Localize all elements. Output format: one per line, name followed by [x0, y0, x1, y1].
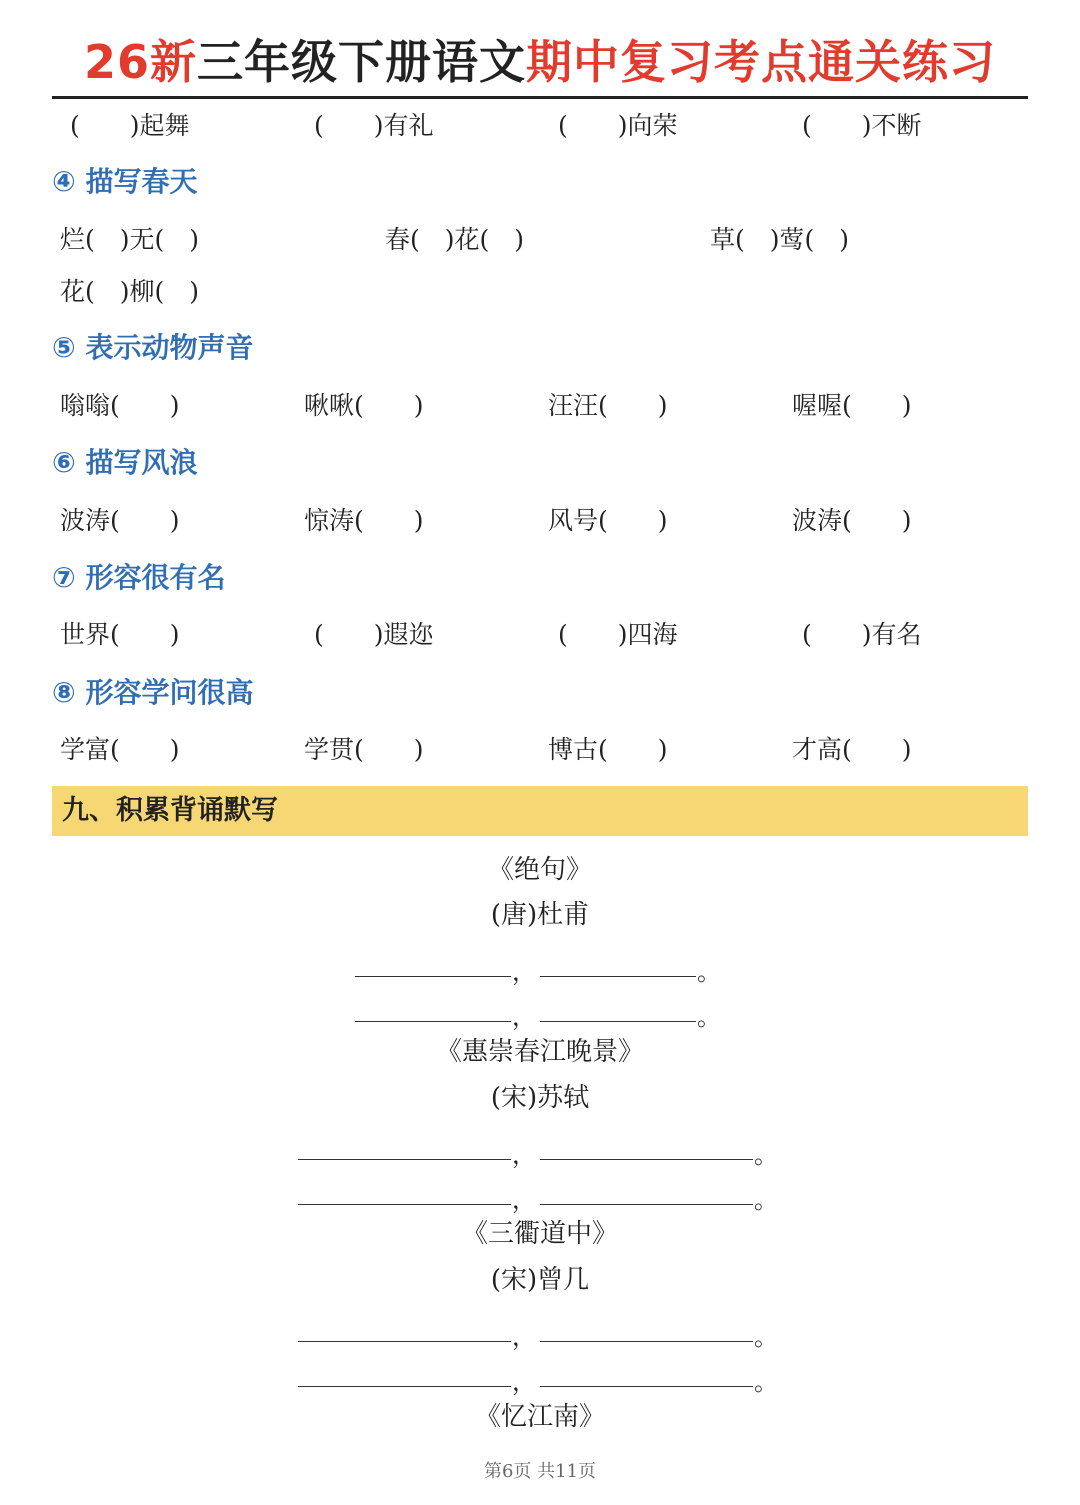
exercise-item: ( )有名 [802, 620, 922, 649]
exercise-row [0, 386, 1080, 426]
exercise-item: 学富( ) [60, 735, 180, 764]
comma-mark: ， [512, 1003, 536, 1031]
answer-blank[interactable] [540, 1386, 753, 1387]
exercise-item: 嗡嗡( ) [60, 391, 180, 420]
comma-mark: ， [512, 958, 536, 986]
period-mark: 。 [697, 958, 721, 986]
title-suffix: 期中复习考点通关练习 [526, 35, 996, 89]
page-number: 第6页 共11页 [483, 1461, 597, 1482]
section-heading: ⑧ 形容学问很高 [52, 676, 254, 709]
exercise-item: 博古( ) [548, 735, 668, 764]
exercise-item: 汪汪( ) [548, 391, 668, 420]
poem-title: 《忆江南》 [474, 1402, 605, 1432]
exercise-item: 草( )莺( ) [710, 225, 850, 254]
exercise-item: 烂( )无( ) [60, 225, 200, 254]
exercise-item: 波涛( ) [60, 506, 180, 535]
exercise-item: ( )有礼 [314, 111, 434, 140]
section-banner-label: 九、积累背诵默写 [62, 795, 278, 826]
exercise-item: ( )不断 [802, 111, 922, 140]
exercise-item: 风号( ) [548, 506, 668, 535]
exercise-row [0, 615, 1080, 655]
poem-author: (唐)杜甫 [490, 900, 590, 930]
exercise-row [0, 730, 1080, 770]
period-mark: 。 [754, 1368, 778, 1396]
exercise-item: ( )向荣 [558, 111, 678, 140]
exercise-item: 春( )花( ) [385, 225, 525, 254]
answer-blank[interactable] [540, 1159, 753, 1160]
exercise-item: ( )遐迩 [314, 620, 434, 649]
title-middle: 三年级下册语文 [197, 35, 526, 89]
exercise-item: 才高( ) [792, 735, 912, 764]
period-mark: 。 [697, 1003, 721, 1031]
page-title [0, 30, 1080, 94]
section-heading: ⑤ 表示动物声音 [52, 331, 254, 364]
exercise-row [0, 272, 1080, 312]
period-mark: 。 [754, 1323, 778, 1351]
exercise-item: 喔喔( ) [792, 391, 912, 420]
answer-blank[interactable] [540, 1021, 696, 1022]
section-heading: ⑦ 形容很有名 [52, 561, 226, 594]
exercise-row [0, 220, 1080, 260]
exercise-item: 波涛( ) [792, 506, 912, 535]
exercise-item: 世界( ) [60, 620, 180, 649]
poem-title: 《惠崇春江晚景》 [435, 1037, 644, 1067]
poem-title: 《三衢道中》 [461, 1219, 618, 1249]
answer-blank[interactable] [298, 1341, 511, 1342]
answer-blank[interactable] [540, 1341, 753, 1342]
answer-blank[interactable] [298, 1204, 511, 1205]
period-mark: 。 [754, 1141, 778, 1169]
comma-mark: ， [512, 1368, 536, 1396]
comma-mark: ， [512, 1323, 536, 1351]
period-mark: 。 [754, 1186, 778, 1214]
exercise-row [0, 501, 1080, 541]
exercise-item: ( )起舞 [70, 111, 190, 140]
exercise-item: ( )四海 [558, 620, 678, 649]
exercise-item: 花( )柳( ) [60, 277, 200, 306]
answer-blank[interactable] [355, 1021, 511, 1022]
section-banner [52, 786, 1028, 836]
title-prefix: 26新 [83, 35, 197, 89]
comma-mark: ， [512, 1186, 536, 1214]
section-heading: ④ 描写春天 [52, 165, 198, 198]
title-divider [52, 96, 1028, 99]
comma-mark: ， [512, 1141, 536, 1169]
answer-blank[interactable] [540, 1204, 753, 1205]
exercise-item: 啾啾( ) [304, 391, 424, 420]
answer-blank[interactable] [355, 976, 511, 977]
poem-author: (宋)苏轼 [490, 1083, 590, 1113]
answer-blank[interactable] [298, 1386, 511, 1387]
answer-blank[interactable] [540, 976, 696, 977]
poem-title: 《绝句》 [487, 855, 592, 885]
poem-author: (宋)曾几 [490, 1265, 590, 1295]
exercise-item: 学贯( ) [304, 735, 424, 764]
answer-blank[interactable] [298, 1159, 511, 1160]
exercise-row [0, 106, 1080, 146]
section-heading: ⑥ 描写风浪 [52, 446, 198, 479]
exercise-item: 惊涛( ) [304, 506, 424, 535]
